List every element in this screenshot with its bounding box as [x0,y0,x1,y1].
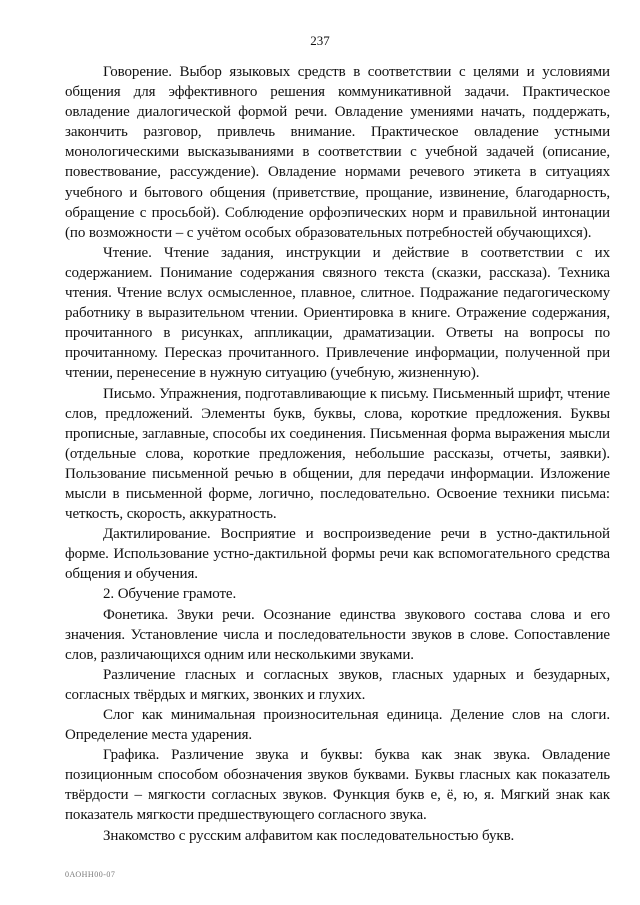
paragraph-dactylology: Дактилирование. Восприятие и воспроизведение речи в устно-дактильной форме. Использование устно-дактильной формы речи как вспомогательного средства общения и обучения. [65,526,610,583]
body-text [65,62,610,846]
paragraph-vowels-consonants: Различение гласных и согласных звуков, гласных ударных и безударных, согласных твёрдых и мягких, звонких и глухих. [65,666,610,703]
paragraph-reading: Чтение. Чтение задания, инструкции и действие в соответствии с их содержанием. Понимание содержания связного текста (сказки, рассказа). Техника чтения. Чтение вслух осмысленное, плавное, слитное. Подражание педагогическому работнику в выразительном чтении. Ориентировка в книге. Отражение содержания, прочитанного в рисунках, аппликации, драматизации. Ответы на вопросы по прочитанному. Пересказ прочитанного. Привлечение информации, полученной при чтении, перенесение в нужную ситуацию (учебную, жизненную). [65,244,610,382]
paragraph-alphabet: Знакомство с русским алфавитом как последовательностью букв. [103,827,515,844]
paragraph-phonetics: Фонетика. Звуки речи. Осознание единства звукового состава слова и его значения. Установление числа и последовательности звуков в слове. Сопоставление слов, различающихся одним или несколькими звуками. [65,606,610,663]
paragraph-speaking: Говорение. Выбор языковых средств в соответствии с целями и условиями общения для эффективного решения коммуникативной задачи. Практическое овладение диалогической формой речи. Овладение умениями начать, поддержать, закончить разговор, привлечь внимание. Практическое овладение устными монологическими высказываниями в соответствии с учебной задачей (описание, повествование, рассуждение). Овладение нормами речевого этикета в ситуациях учебного и бытового общения (приветствие, прощание, извинение, благодарность, обращение с просьбой). Соблюдение орфоэпических норм и правильной интонации (по возможности – с учётом особых образовательных потребностей обучающихся). [65,64,610,241]
paragraph-syllable: Слог как минимальная произносительная единица. Деление слов на слоги. Определение места ударения. [65,707,610,744]
page-number: 237 [310,33,330,48]
footer-code: 0АОНН00-07 [65,870,116,879]
paragraph-graphics: Графика. Различение звука и буквы: буква как знак звука. Овладение позиционным способом обозначения звуков буквами. Буквы гласных как показатель твёрдости – мягкости согласных звуков. Функция букв е, ё, ю, я. Мягкий знак как показатель мягкости предшествующего согласного звука. [65,747,610,824]
section-heading-literacy: 2. Обучение грамоте. [103,586,237,603]
paragraph-writing: Письмо. Упражнения, подготавливающие к письму. Письменный шрифт, чтение слов, предложений. Элементы букв, буквы, слова, короткие предложения. Буквы прописные, заглавные, способы их соединения. Письменная форма выражения мысли (отдельные слова, короткие предложения, небольшие рассказы, отчеты, заявки). Пользование письменной речью в общении, для передачи информации. Изложение мысли в письменной форме, логично, последовательно. Освоение техники письма: четкость, скорость, аккуратность. [65,385,610,523]
